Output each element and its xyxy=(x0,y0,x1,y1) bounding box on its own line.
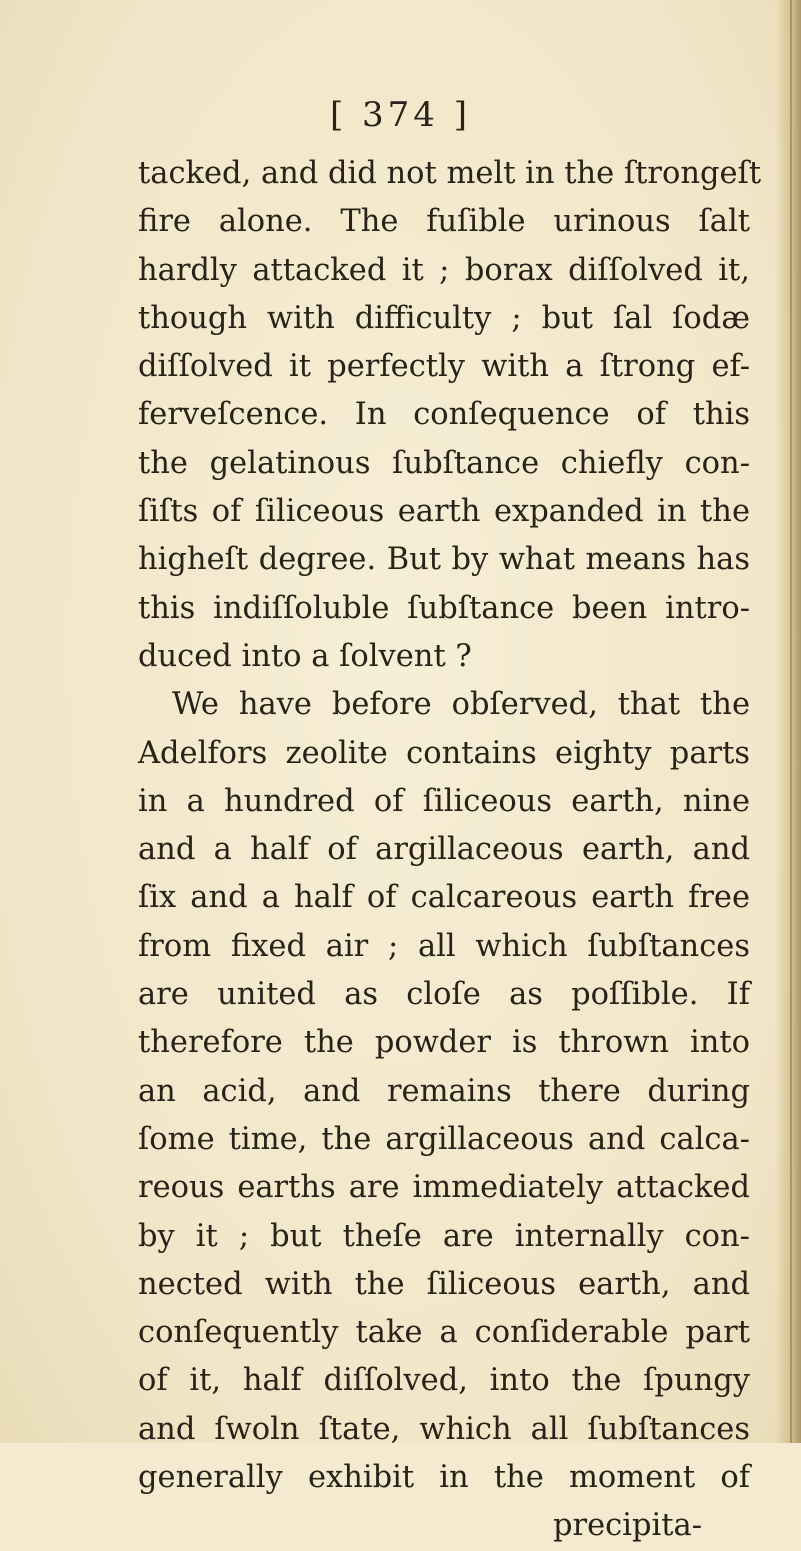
text-line: higheſt degree. But by what means has xyxy=(138,542,750,578)
text-line: conſequently take a conſiderable part xyxy=(138,1315,750,1351)
text-line: the gelatinous ſubſtance chiefly con- xyxy=(138,445,750,481)
text-line: from fixed air ; all which ſubſtances xyxy=(138,928,750,964)
text-line: therefore the powder is thrown into xyxy=(138,1025,750,1061)
text-line: by it ; but theſe are internally con- xyxy=(138,1218,750,1254)
text-line: in a hundred of ſiliceous earth, nine xyxy=(138,783,750,819)
page-edge-line xyxy=(790,0,792,1443)
text-line: We have before obſerved, that the xyxy=(172,687,750,723)
text-line: ferveſcence. In conſequence of this xyxy=(138,397,750,433)
text-line: though with difficulty ; but ſal ſodæ xyxy=(138,300,750,336)
text-line: duced into a ſolvent ? xyxy=(138,638,472,674)
catchword: precipita- xyxy=(552,1508,702,1544)
text-line: ſix and a half of calcareous earth free xyxy=(138,880,750,916)
text-line: this indiſſoluble ſubſtance been intro- xyxy=(138,590,750,626)
text-line: and ſwoln ſtate, which all ſubſtances xyxy=(138,1411,750,1447)
text-line: generally exhibit in the moment of xyxy=(138,1460,750,1496)
page-edge-shadow xyxy=(775,0,801,1443)
text-line: Adelfors zeolite contains eighty parts xyxy=(138,735,750,771)
text-line: nected with the ſiliceous earth, and xyxy=(138,1266,750,1302)
page-number-header: [ 374 ] xyxy=(329,95,472,135)
text-line: are united as cloſe as poſſible. If xyxy=(138,977,750,1013)
body-text xyxy=(138,150,762,1551)
text-line: of it, half diſſolved, into the ſpungy xyxy=(138,1363,750,1399)
text-line: hardly attacked it ; borax diſſolved it, xyxy=(138,252,750,288)
text-line: fire alone. The fuſible urinous ſalt xyxy=(138,204,750,240)
text-line: diſſolved it perfectly with a ſtrong ef- xyxy=(138,349,750,385)
text-line: ſiſts of ſiliceous earth expanded in the xyxy=(138,494,750,530)
text-line: an acid, and remains there during xyxy=(138,1073,750,1109)
text-line: reous earths are immediately attacked xyxy=(138,1170,750,1206)
text-line: tacked, and did not melt in the ſtrongeſt xyxy=(138,156,762,191)
text-line: and a half of argillaceous earth, and xyxy=(138,832,750,868)
text-line: ſome time, the argillaceous and calca- xyxy=(138,1121,750,1157)
